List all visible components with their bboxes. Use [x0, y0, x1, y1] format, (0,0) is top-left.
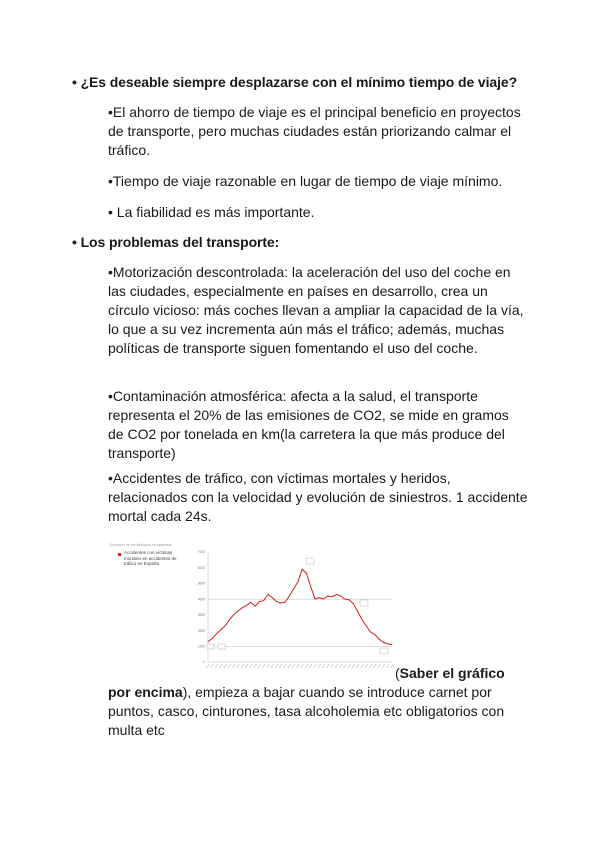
y-tick-label: 7000	[197, 550, 205, 555]
chart-caption	[108, 664, 528, 740]
y-tick-label: 0	[203, 660, 205, 665]
bullet-accidentes: •Accidentes de tráfico, con víctimas mortales y heridos, relacionados con la velocidad y evolución de siniestros. 1 accidente mortal cada 24s.	[108, 470, 528, 524]
data-point	[327, 596, 328, 597]
data-point	[302, 569, 303, 570]
data-point	[268, 594, 269, 595]
data-point	[255, 606, 256, 607]
bullet-motorizacion: •Motorización descontrolada: la aceleración del uso del coche en las ciudades, especialmente en países en desarrollo, crea un círculo vicioso: más coches llevan a ampliar la capacidad de la vía, lo que a su vez incrementa aún más el tráfico; además, muchas políticas de transporte siguen fomentando el uso del coche.	[108, 264, 524, 356]
label-box-end	[380, 648, 388, 654]
chart-header-text: Evolución de los fallecidos en siniestros	[110, 543, 172, 547]
data-point	[272, 597, 273, 598]
caption-bold: Saber el gráfico por encima	[108, 665, 505, 700]
data-point	[208, 641, 209, 642]
data-point	[319, 597, 320, 598]
data-point	[310, 586, 311, 587]
label-box-mid	[360, 600, 368, 606]
data-point	[259, 601, 260, 602]
heading-tiempo-viaje: • ¿Es deseable siempre desplazarse con el mínimo tiempo de viaje?	[72, 74, 518, 90]
data-point	[246, 605, 247, 606]
data-point	[293, 589, 294, 590]
caption-open: (	[395, 665, 400, 681]
data-point	[345, 599, 346, 600]
data-point	[250, 602, 251, 603]
label-box-peak	[306, 558, 314, 564]
data-point	[340, 596, 341, 597]
chart-legend: Accidentes con víctimas mortales en accidentes de tráfico en España	[124, 550, 177, 567]
data-point	[392, 644, 393, 645]
data-point	[212, 638, 213, 639]
data-point	[315, 599, 316, 600]
y-tick-label: 6000	[197, 565, 205, 570]
accidentes-chart	[108, 536, 400, 670]
data-point	[289, 596, 290, 597]
data-point	[220, 629, 221, 630]
data-point	[229, 619, 230, 620]
y-tick-label: 5000	[197, 581, 205, 586]
y-tick-label: 1000	[197, 644, 205, 649]
bullet-ahorro-tiempo: •El ahorro de tiempo de viaje es el principal beneficio en proyectos de transporte, pero muchas ciudades están priorizando calmar el tráfico.	[108, 104, 521, 158]
data-point	[374, 634, 375, 635]
data-point	[353, 603, 354, 604]
data-point	[362, 619, 363, 620]
bullet-tiempo-razonable: •Tiempo de viaje razonable en lugar de tiempo de viaje mínimo.	[108, 173, 503, 189]
data-point	[297, 581, 298, 582]
data-point	[238, 611, 239, 612]
data-point	[242, 607, 243, 608]
caption-rest: ), empieza a bajar cuando se introduce carnet por puntos, casco, cinturones, tasa alcoholemia etc obligatorios con multa etc	[108, 684, 505, 738]
data-point	[280, 603, 281, 604]
label-box-start	[207, 644, 214, 649]
data-point	[216, 633, 217, 634]
data-point	[383, 642, 384, 643]
data-point	[276, 601, 277, 602]
data-point	[233, 614, 234, 615]
bullet-contaminacion: •Contaminación atmosférica: afecta a la salud, el transporte representa el 20% de las emisiones de CO2, se mide en gramos de CO2 por tonelada en km(la carretera la que más produce del transporte)	[108, 388, 509, 461]
data-point	[323, 599, 324, 600]
data-point	[263, 600, 264, 601]
series-line	[208, 569, 392, 644]
data-point	[379, 639, 380, 640]
data-point	[285, 602, 286, 603]
data-point	[387, 644, 388, 645]
y-tick-label: 4000	[197, 597, 205, 602]
heading-problemas-transporte: • Los problemas del transporte:	[72, 234, 280, 250]
data-point	[306, 573, 307, 574]
data-point	[357, 611, 358, 612]
data-point	[225, 625, 226, 626]
data-point	[370, 632, 371, 633]
data-point	[332, 596, 333, 597]
bullet-fiabilidad: • La fiabilidad es más importante.	[108, 204, 315, 220]
label-box-start-2	[218, 644, 225, 649]
y-tick-label: 2000	[197, 628, 205, 633]
legend-marker	[118, 553, 121, 556]
data-point	[349, 600, 350, 601]
data-point	[336, 594, 337, 595]
y-tick-label: 3000	[197, 613, 205, 618]
data-point	[366, 625, 367, 626]
